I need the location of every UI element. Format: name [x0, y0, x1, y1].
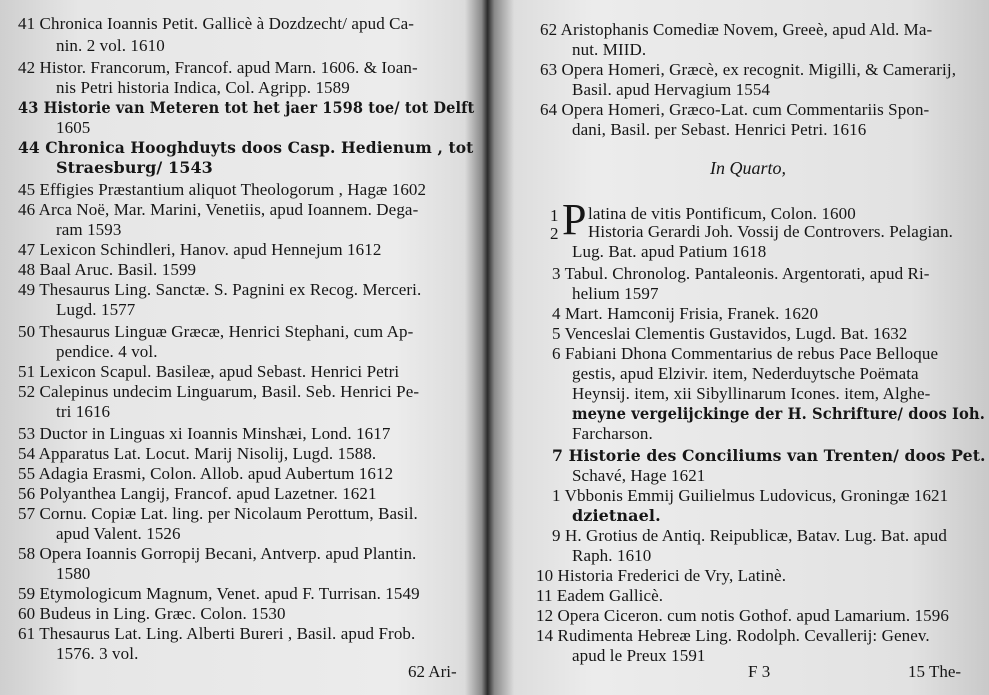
- entry-line: 57 Cornu. Copiæ Lat. ling. per Nicolaum Perottum, Basil.: [18, 504, 418, 523]
- entry-line: 10 Historia Frederici de Vry, Latinè.: [536, 566, 787, 585]
- entry-line: 61 Thesaurus Lat. Ling. Alberti Bureri , Basil. apud Frob.: [18, 624, 416, 643]
- entry-line: 1 Vbbonis Emmij Guilielmus Ludovicus, Groningæ 1621: [552, 486, 949, 505]
- entry-line: Raph. 1610: [572, 546, 652, 565]
- entry-line: nut. MIID.: [572, 40, 647, 59]
- entry-line: Schavé, Hage 1621: [572, 466, 706, 485]
- entry-line: 63 Opera Homeri, Græcè, ex recognit. Migilli, & Camerarij,: [540, 60, 957, 79]
- entry-line: 43 Historie van Meteren tot het jaer 1598 toe/ tot Delft: [18, 98, 475, 117]
- entry-line: apud le Preux 1591: [572, 646, 706, 665]
- entry-line: Historia Gerardi Joh. Vossij de Controvers. Pelagian.: [588, 222, 953, 241]
- entry-line: 47 Lexicon Schindleri, Hanov. apud Hennejum 1612: [18, 240, 382, 259]
- entry-line: 55 Adagia Erasmi, Colon. Allob. apud Aubertum 1612: [18, 464, 394, 483]
- entry-line: 62 Aristophanis Comediæ Novem, Greeè, apud Ald. Ma-: [540, 20, 933, 39]
- entry-line: Farcharson.: [572, 424, 653, 443]
- entry-line: 3 Tabul. Chronolog. Pantaleonis. Argentorati, apud Ri-: [552, 264, 930, 283]
- entry-line: pendice. 4 vol.: [56, 342, 158, 361]
- left-page: [0, 0, 478, 695]
- entry-line: 46 Arca Noë, Mar. Marini, Venetiis, apud Ioannem. Dega-: [18, 200, 419, 219]
- entry-line: 53 Ductor in Linguas xi Ioannis Minshæi, Lond. 1617: [18, 424, 391, 443]
- entry-line: meyne vergelijckinge der H. Schrifture/ doos Ioh.: [572, 404, 985, 423]
- entry-line: Basil. apud Hervagium 1554: [572, 80, 771, 99]
- entry-line: 59 Etymologicum Magnum, Venet. apud F. Turrisan. 1549: [18, 584, 420, 603]
- entry-line: 1580: [56, 564, 91, 583]
- entry-line: 54 Apparatus Lat. Locut. Marij Nisolij, Lugd. 1588.: [18, 444, 377, 463]
- entry-line: 49 Thesaurus Ling. Sanctæ. S. Pagnini ex Recog. Merceri.: [18, 280, 422, 299]
- entry-line: 50 Thesaurus Linguæ Græcæ, Henrici Stephani, cum Ap-: [18, 322, 414, 341]
- entry-line: 51 Lexicon Scapul. Basileæ, apud Sebast. Henrici Petri: [18, 362, 400, 381]
- entry-line: 52 Calepinus undecim Linguarum, Basil. Seb. Henrici Pe-: [18, 382, 420, 401]
- entry-line: 1605: [56, 118, 91, 137]
- entry-line: 41 Chronica Ioannis Petit. Gallicè à Dozdzecht/ apud Ca-: [18, 14, 415, 33]
- entry-line: Lug. Bat. apud Patium 1618: [572, 242, 767, 261]
- entry-line: 14 Rudimenta Hebreæ Ling. Rodolph. Cevallerij: Genev.: [536, 626, 930, 645]
- entry-line: helium 1597: [572, 284, 659, 303]
- entry-line: tri 1616: [56, 402, 111, 421]
- entry-line: Straesburg/ 1543: [56, 158, 213, 177]
- entry-line: Lugd. 1577: [56, 300, 136, 319]
- entry-line: apud Valent. 1526: [56, 524, 181, 543]
- entry-line: dzietnael.: [572, 506, 661, 525]
- entry-line: ram 1593: [56, 220, 122, 239]
- entry-line: 44 Chronica Hooghduyts doos Casp. Hedienum , tot: [18, 138, 474, 157]
- entry-number: 2: [550, 224, 559, 243]
- entry-line: gestis, apud Elzivir. item, Nederduytsche Poëmata: [572, 364, 919, 383]
- entry-line: latina de vitis Pontificum, Colon. 1600: [588, 204, 856, 223]
- entry-number: 1: [550, 206, 559, 225]
- entry-line: nin. 2 vol. 1610: [56, 36, 165, 55]
- right-catchword: 15 The-: [908, 662, 962, 681]
- entry-line: 48 Baal Aruc. Basil. 1599: [18, 260, 197, 279]
- drop-cap: P: [562, 195, 587, 244]
- section-heading: In Quarto,: [710, 158, 786, 178]
- left-catchword: 62 Ari-: [408, 662, 457, 681]
- entry-line: 12 Opera Ciceron. cum notis Gothof. apud Lamarium. 1596: [536, 606, 949, 625]
- entry-line: 9 H. Grotius de Antiq. Reipublicæ, Batav. Lug. Bat. apud: [552, 526, 947, 545]
- entry-line: 4 Mart. Hamconij Frisia, Franek. 1620: [552, 304, 819, 323]
- entry-line: 60 Budeus in Ling. Græc. Colon. 1530: [18, 604, 286, 623]
- entry-line: 7 Historie des Conciliums van Trenten/ doos Pet.: [552, 446, 986, 465]
- entry-line: 42 Histor. Francorum, Francof. apud Marn. 1606. & Ioan-: [18, 58, 418, 77]
- entry-line: 5 Venceslai Clementis Gustavidos, Lugd. Bat. 1632: [552, 324, 908, 343]
- entry-line: 1576. 3 vol.: [56, 644, 139, 663]
- entry-line: 11 Eadem Gallicè.: [536, 586, 664, 605]
- entry-line: 45 Effigies Præstantium aliquot Theologorum , Hagæ 1602: [18, 180, 427, 199]
- entry-line: 58 Opera Ioannis Gorropij Becani, Antverp. apud Plantin.: [18, 544, 417, 563]
- entry-line: nis Petri historia Indica, Col. Agripp. 1589: [56, 78, 350, 97]
- entry-line: Heynsij. item, xii Sibyllinarum Icones. item, Alghe-: [572, 384, 931, 403]
- entry-line: 56 Polyanthea Langij, Francof. apud Lazetner. 1621: [18, 484, 377, 503]
- entry-line: 64 Opera Homeri, Græco-Lat. cum Commentariis Spon-: [540, 100, 930, 119]
- signature-mark: F 3: [748, 662, 771, 681]
- right-page: [500, 0, 989, 695]
- entry-line: dani, Basil. per Sebast. Henrici Petri. 1616: [572, 120, 867, 139]
- entry-line: 6 Fabiani Dhona Commentarius de rebus Pace Belloque: [552, 344, 939, 363]
